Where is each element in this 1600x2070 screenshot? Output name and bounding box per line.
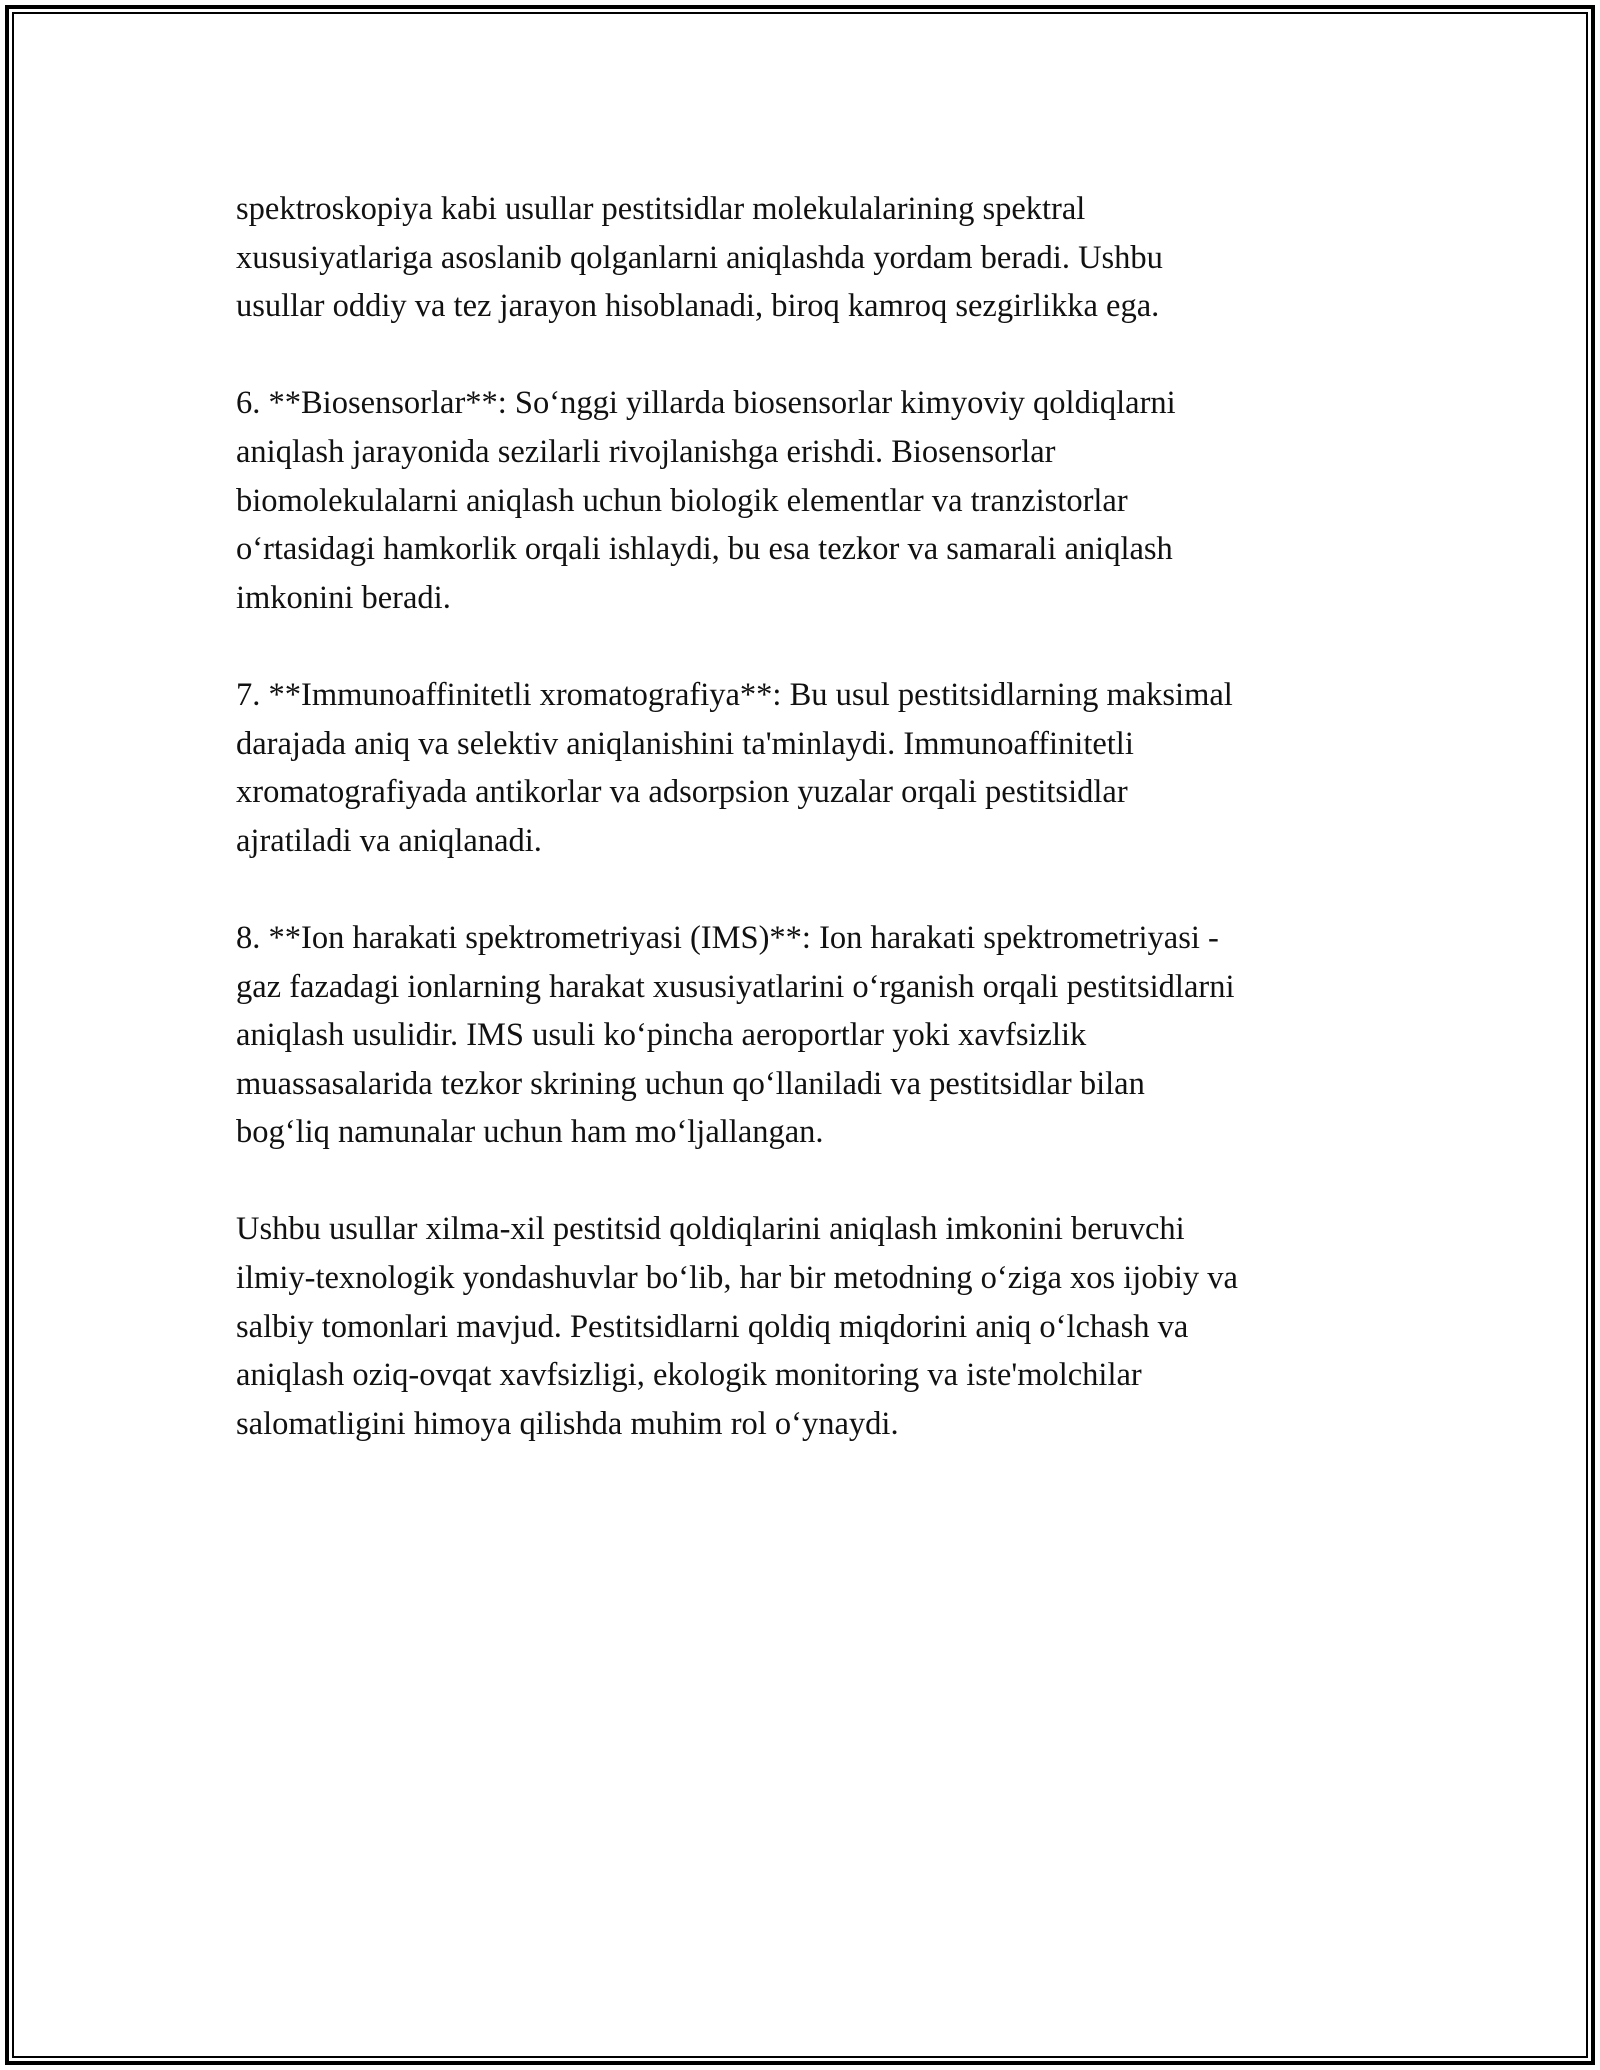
text-line: usullar oddiy va tez jarayon hisoblanadi, biroq kamroq sezgirlikka ega.: [236, 288, 1160, 325]
text-line: 7. **Immunoaffinitetli xromatografiya**: Bu usul pestitsidlarning maksimal: [236, 676, 1233, 713]
text-line: gaz fazadagi ionlarning harakat xususiyatlarini o‘rganish orqali pestitsidlarni: [236, 968, 1235, 1005]
text-line: xususiyatlariga asoslanib qolganlarni aniqlashda yordam beradi. Ushbu: [236, 239, 1163, 276]
text-line: 6. **Biosensorlar**: So‘nggi yillarda biosensorlar kimyoviy qoldiqlarni: [236, 385, 1176, 422]
text-line: biomolekulalarni aniqlash uchun biologik elementlar va tranzistorlar: [236, 482, 1128, 519]
text-line: salomatligini himoya qilishda muhim rol o‘ynaydi.: [236, 1405, 899, 1442]
text-line: aniqlash oziq-ovqat xavfsizligi, ekologik monitoring va iste'molchilar: [236, 1357, 1142, 1394]
text-line: darajada aniq va selektiv aniqlanishini ta'minlaydi. Immunoaffinitetli: [236, 725, 1134, 762]
paragraph-immunoaffinity-chromatography: [236, 671, 1416, 865]
text-line: spektroskopiya kabi usullar pestitsidlar molekulalarining spektral: [236, 191, 1086, 227]
document-body: [236, 185, 1416, 1497]
text-line: salbiy tomonlari mavjud. Pestitsidlarni qoldiq miqdorini aniq o‘lchash va: [236, 1308, 1189, 1345]
text-line: bog‘liq namunalar uchun ham mo‘ljallangan.: [236, 1114, 824, 1151]
paragraph-ion-mobility-spectrometry: [236, 914, 1416, 1157]
text-line: aniqlash usulidir. IMS usuli ko‘pincha aeroportlar yoki xavfsizlik: [236, 1017, 1087, 1054]
text-line: 8. **Ion harakati spektrometriyasi (IMS)**: Ion harakati spektrometriyasi -: [236, 919, 1219, 956]
text-line: ilmiy-texnologik yondashuvlar bo‘lib, har bir metodning o‘ziga xos ijobiy va: [236, 1260, 1238, 1297]
text-line: ajratiladi va aniqlanadi.: [236, 822, 542, 859]
text-line: xromatografiyada antikorlar va adsorpsion yuzalar orqali pestitsidlar: [236, 774, 1128, 811]
text-line: imkonini beradi.: [236, 579, 451, 616]
text-line: muassasalarida tezkor skrining uchun qo‘llaniladi va pestitsidlar bilan: [236, 1065, 1145, 1102]
text-line: Ushbu usullar xilma-xil pestitsid qoldiqlarini aniqlash imkonini beruvchi: [236, 1211, 1185, 1248]
text-line: aniqlash jarayonida sezilarli rivojlanishga erishdi. Biosensorlar: [236, 433, 1056, 470]
text-line: o‘rtasidagi hamkorlik orqali ishlaydi, bu esa tezkor va samarali aniqlash: [236, 531, 1173, 568]
paragraph-conclusion: [236, 1205, 1416, 1448]
paragraph-spectroscopy-continuation: [236, 185, 1416, 331]
paragraph-biosensors: [236, 379, 1416, 622]
